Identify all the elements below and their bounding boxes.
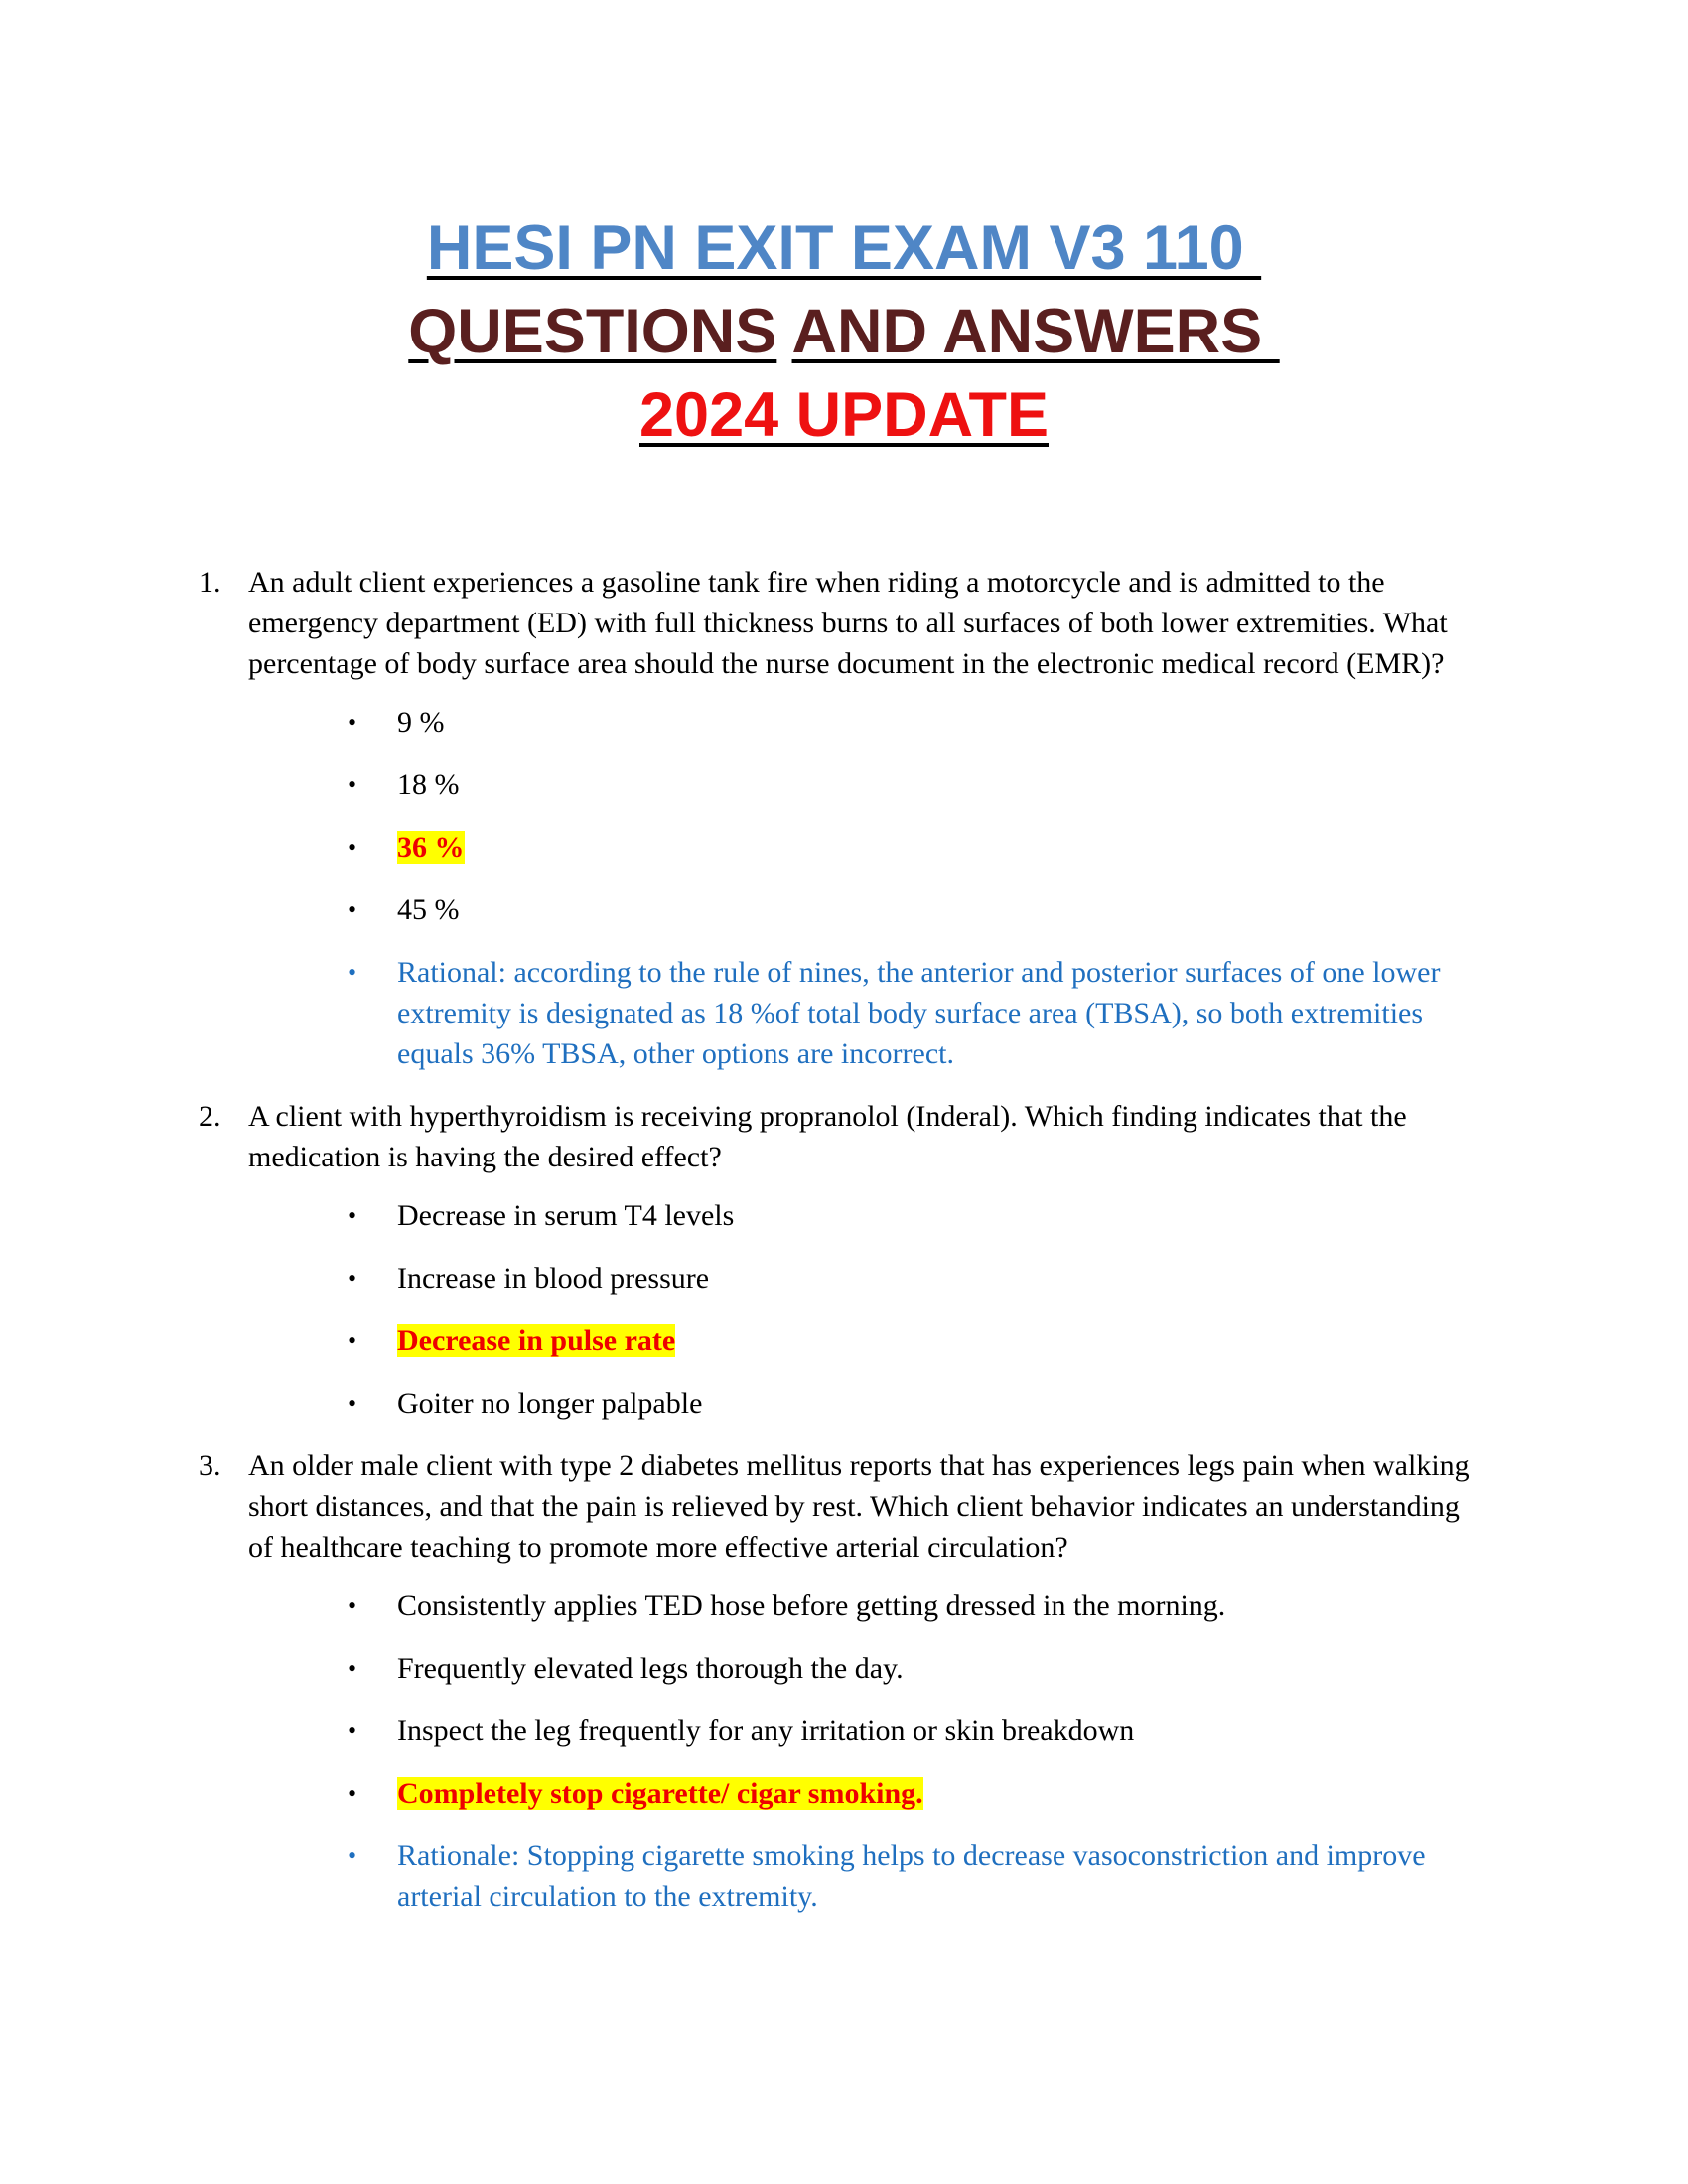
question-text: An adult client experiences a gasoline tank fire when riding a motorcycle and is admitted to the emergency department (ED) with full thickness burns to all surfaces of both lower extremities. What percentage of body surface area should the nurse document in the electronic medical record (EMR)? (248, 566, 1448, 680)
option-text: Decrease in serum T4 levels (397, 1199, 735, 1232)
rationale-text: Rational: according to the rule of nines, the anterior and posterior surfaces of one lower extremity is designated as 18 %of total body surface area (TBSA), so both extremities equals 36% TBSA, other options are incorrect. (397, 956, 1441, 1070)
question-2 (199, 1096, 1489, 1424)
option-item (248, 889, 1489, 930)
option-list (248, 1195, 1489, 1424)
rationale-item (248, 952, 1489, 1074)
title-line-2 (0, 290, 1688, 373)
question-list (199, 562, 1489, 1939)
bullet-icon: • (348, 1389, 357, 1418)
title-line-2a: QUESTIONS (408, 297, 777, 366)
option-item-correct (248, 1320, 1489, 1361)
rationale-text: Rationale: Stopping cigarette smoking helps to decrease vasoconstriction and improve arterial circulation to the extremity. (397, 1840, 1426, 1913)
title-line-1: HESI PN EXIT EXAM V3 110 (426, 213, 1262, 283)
bullet-icon: • (348, 1654, 357, 1683)
bullet-icon: • (348, 1716, 357, 1745)
bullet-icon: • (348, 708, 357, 737)
bullet-icon: • (348, 1779, 357, 1808)
bullet-icon: • (348, 1326, 357, 1355)
correct-answer: Decrease in pulse rate (397, 1324, 676, 1357)
question-text: An older male client with type 2 diabetes mellitus reports that has experiences legs pain when walking short distances, and that the pain is relieved by rest. Which client behavior indicates an understanding of healthcare teaching to promote more effective arterial circulation? (248, 1449, 1470, 1564)
option-item-correct (248, 827, 1489, 868)
bullet-icon: • (348, 895, 357, 924)
bullet-icon: • (348, 958, 357, 987)
option-item-correct (248, 1773, 1489, 1814)
option-item (248, 1585, 1489, 1626)
option-text: 9 % (397, 706, 445, 739)
document-title (0, 206, 1688, 457)
option-list (248, 1585, 1489, 1917)
option-list (248, 702, 1489, 1074)
bullet-icon: • (348, 1842, 357, 1870)
title-line-3: 2024 UPDATE (639, 380, 1049, 450)
bullet-icon: • (348, 833, 357, 862)
bullet-icon: • (348, 1591, 357, 1620)
question-number: 3. (199, 1449, 221, 1482)
question-number: 2. (199, 1100, 221, 1133)
correct-answer: 36 % (397, 831, 465, 864)
option-text: Consistently applies TED hose before getting dressed in the morning. (397, 1589, 1226, 1622)
option-item (248, 1648, 1489, 1689)
option-text: 45 % (397, 893, 460, 926)
correct-answer: Completely stop cigarette/ cigar smoking. (397, 1777, 923, 1810)
bullet-icon: • (348, 1201, 357, 1230)
option-text: Inspect the leg frequently for any irritation or skin breakdown (397, 1714, 1135, 1747)
option-text: Frequently elevated legs thorough the day. (397, 1652, 904, 1685)
option-item (248, 1710, 1489, 1751)
option-item (248, 764, 1489, 805)
question-3 (199, 1445, 1489, 1917)
option-text: Increase in blood pressure (397, 1262, 710, 1295)
bullet-icon: • (348, 1264, 357, 1293)
question-1 (199, 562, 1489, 1074)
option-text: Goiter no longer palpable (397, 1387, 703, 1420)
question-number: 1. (199, 566, 221, 599)
option-item (248, 1383, 1489, 1424)
rationale-item (248, 1836, 1489, 1917)
bullet-icon: • (348, 770, 357, 799)
option-item (248, 1258, 1489, 1298)
option-text: 18 % (397, 768, 460, 801)
question-text: A client with hyperthyroidism is receiving propranolol (Inderal). Which finding indicates that the medication is having the desired effect? (248, 1100, 1407, 1173)
title-line-2b: AND ANSWERS (791, 297, 1280, 366)
option-item (248, 1195, 1489, 1236)
option-item (248, 702, 1489, 743)
